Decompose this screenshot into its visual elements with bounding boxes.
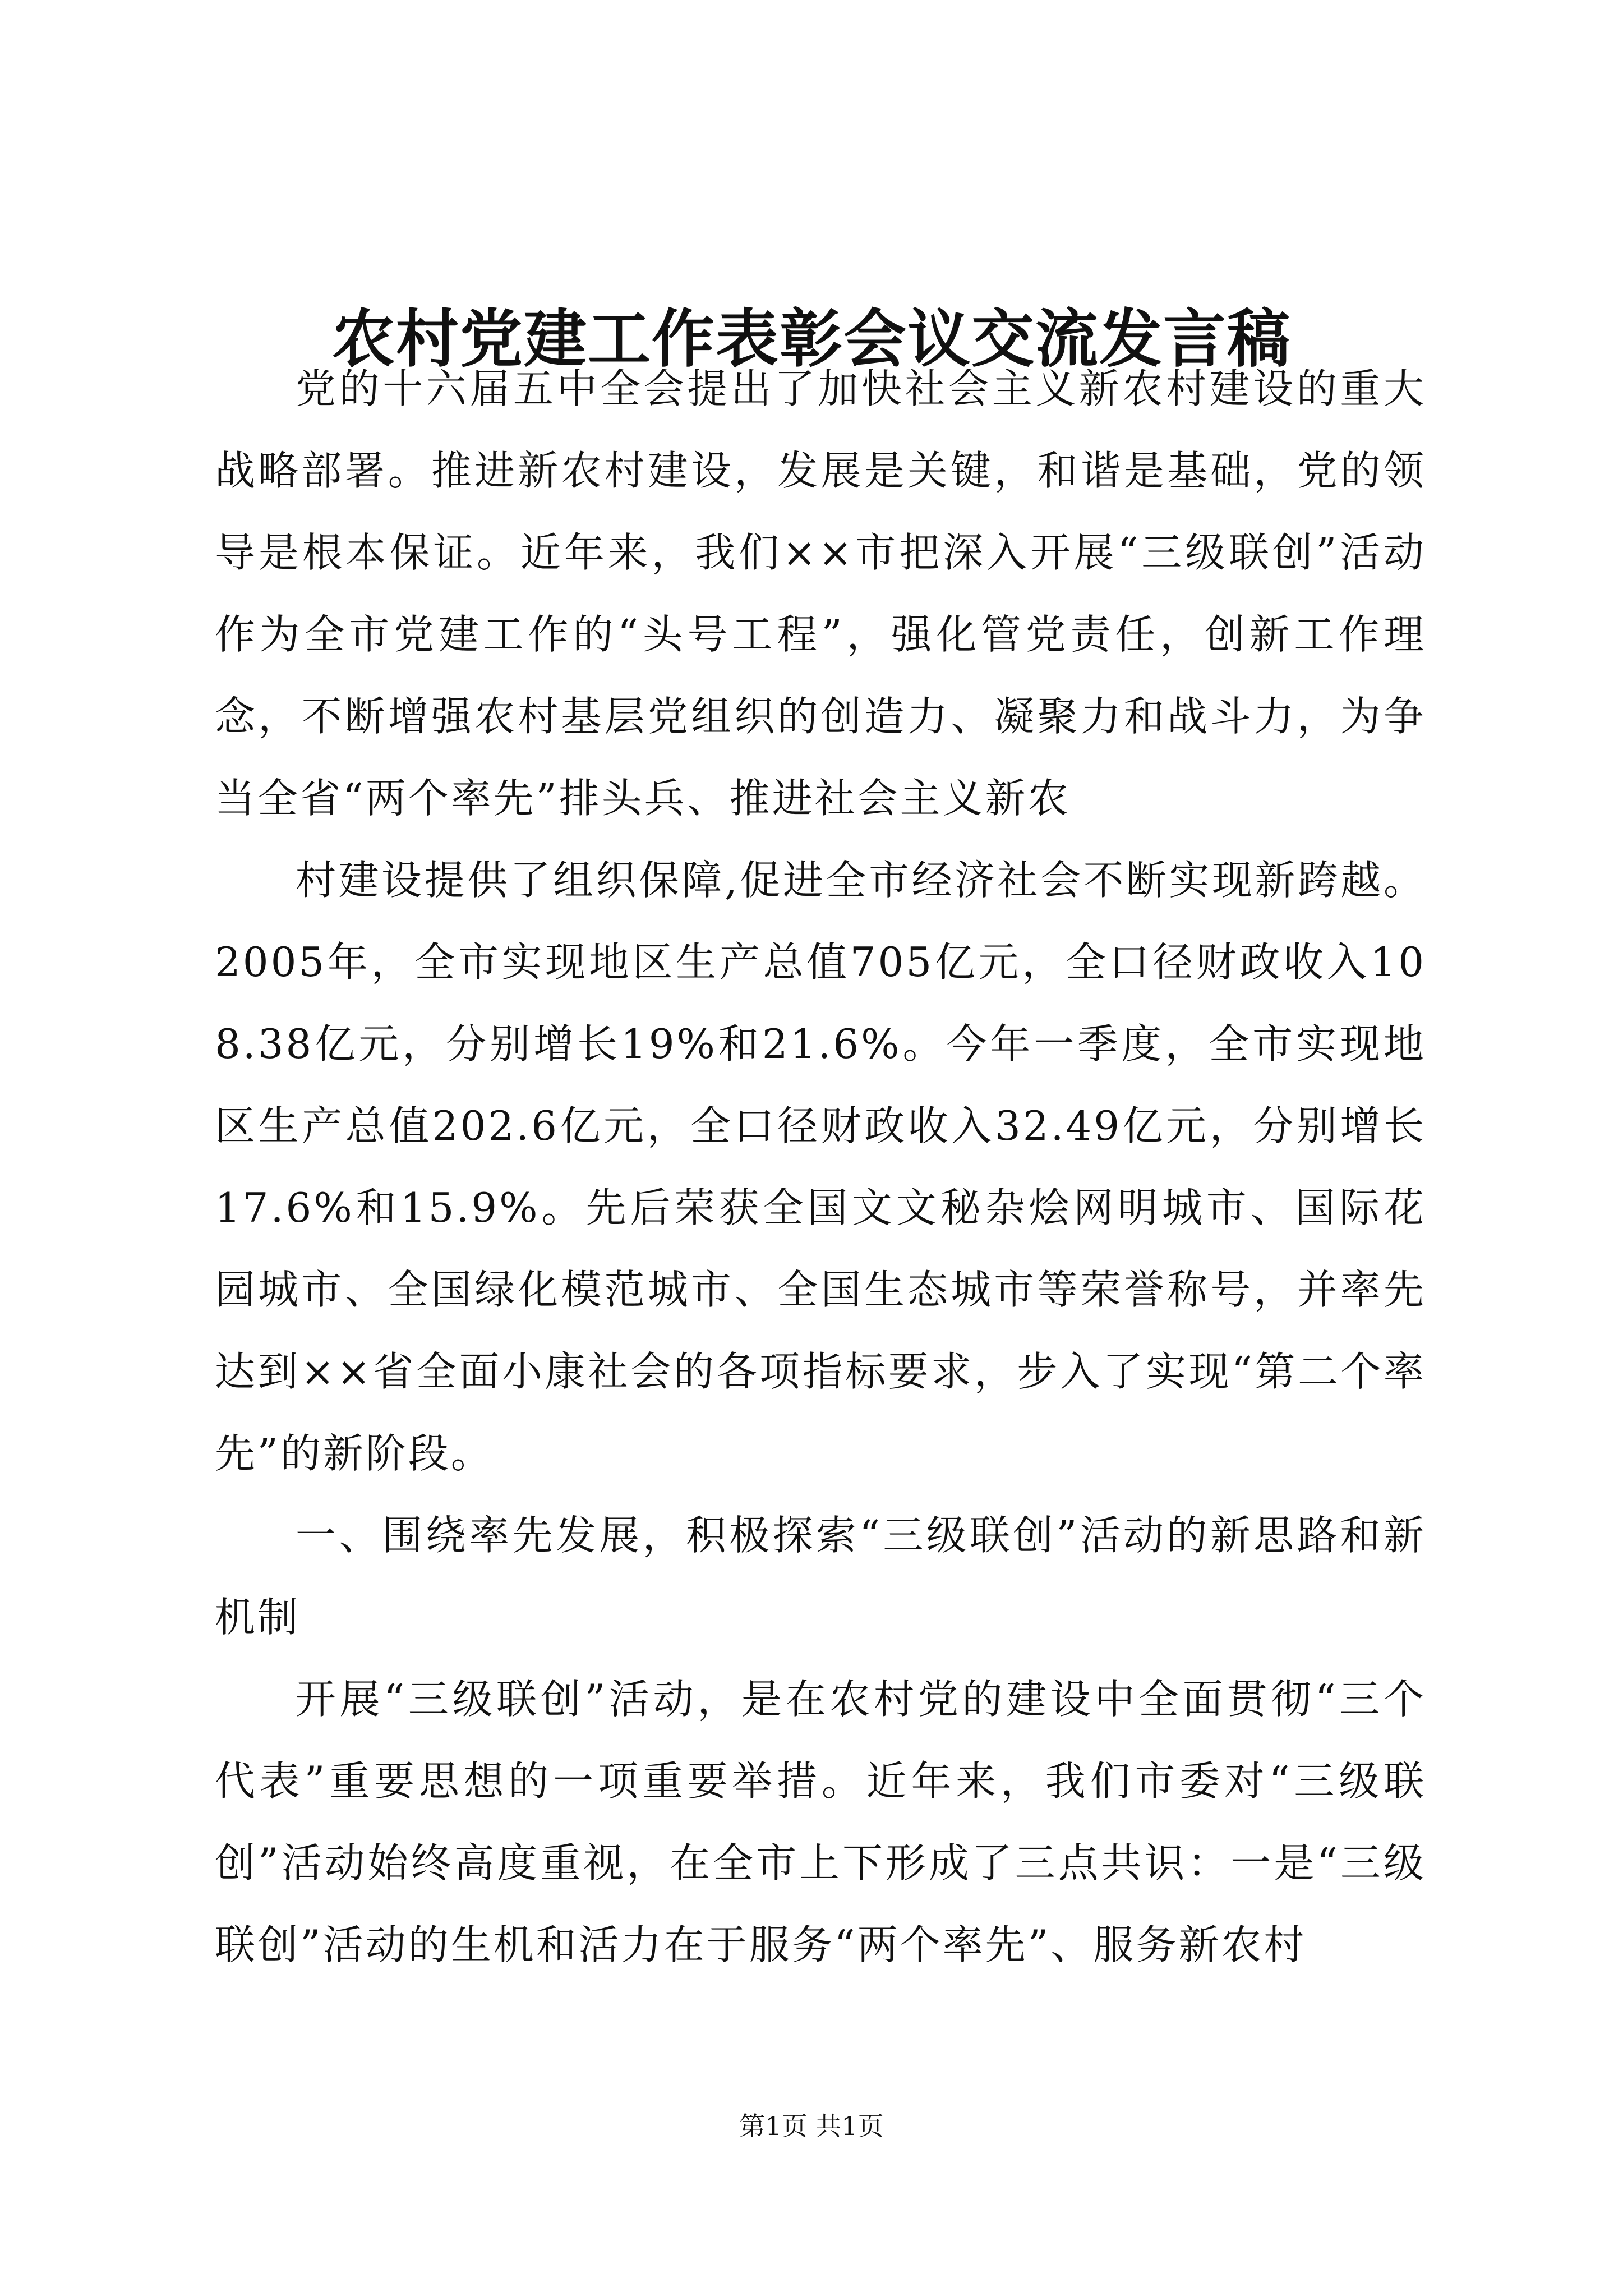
paragraph-2: 村建设提供了组织保障,促进全市经济社会不断实现新跨越。2005年，全市实现地区生产总值705亿元，全口径财政收入108.38亿元，分别增长19%和21.6%。今年一季度，全市实现地区生产总值202.6亿元，全口径财政收入32.49亿元，分别增长17.6%和15.9%。先后荣获全国文文秘杂烩网明城市、国际花园城市、全国绿化模范城市、全国生态城市等荣誉称号，并率先达到××省全面小康社会的各项指标要求，步入了实现“第二个率先”的新阶段。 xyxy=(215,857,1426,1477)
document-title: 农村党建工作表彰会议交流发言稿 xyxy=(332,302,1291,376)
paragraph-1: 党的十六届五中全会提出了加快社会主义新农村建设的重大战略部署。推进新农村建设，发展是关键，和谐是基础，党的领导是根本保证。近年来，我们××市把深入开展“三级联创”活动作为全市党建工作的“头号工程”，强化管党责任，创新工作理念，不断增强农村基层党组织的创造力、凝聚力和战斗力，为争当全省“两个率先”排头兵、推进社会主义新农 xyxy=(215,365,1426,822)
paragraph-3: 开展“三级联创”活动，是在农村党的建设中全面贯彻“三个代表”重要思想的一项重要举措。近年来，我们市委对“三级联创”活动始终高度重视，在全市上下形成了三点共识：一是“三级联创”活动的生机和活力在于服务“两个率先”、服务新农村 xyxy=(215,1676,1426,1968)
page-footer: 第1页 共1页 xyxy=(739,2111,884,2141)
section-heading-1: 一、围绕率先发展，积极探索“三级联创”活动的新思路和新机制 xyxy=(215,1512,1426,1641)
document-body xyxy=(215,348,1426,1986)
